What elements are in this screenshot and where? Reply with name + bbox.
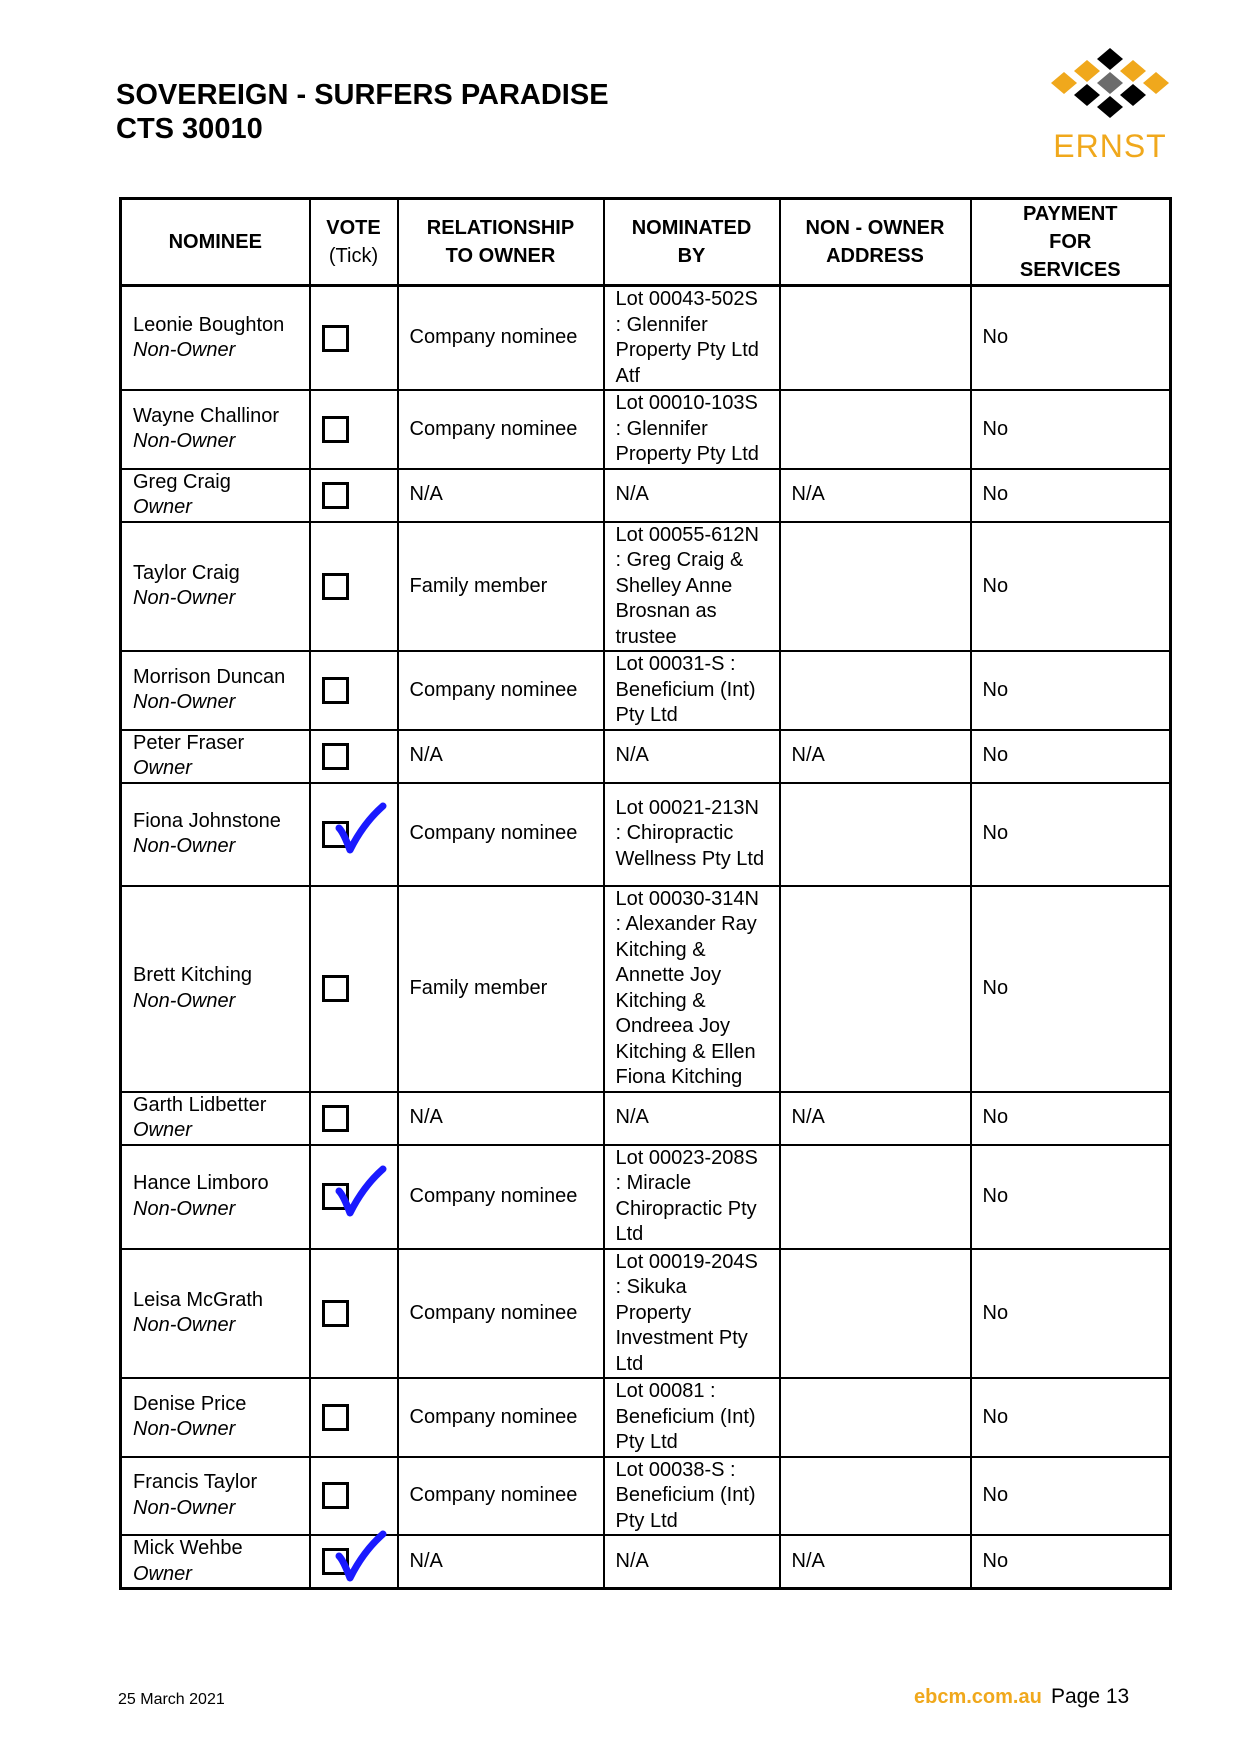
- vote-cell: [310, 783, 398, 886]
- address-cell: [780, 651, 971, 730]
- vote-cell: [310, 886, 398, 1092]
- address-cell: N/A: [780, 469, 971, 522]
- nominee-role: Owner: [133, 757, 192, 779]
- vote-checkbox[interactable]: [322, 677, 349, 704]
- nominee-cell: [121, 469, 310, 522]
- payment-cell: No: [971, 1378, 1171, 1457]
- address-cell: [780, 286, 971, 391]
- vote-cell: [310, 1378, 398, 1457]
- nominee-cell: [121, 651, 310, 730]
- col-payment-line-2: FOR: [1049, 231, 1092, 253]
- address-cell: N/A: [780, 1092, 971, 1145]
- col-payment-line-1: PAYMENT: [1023, 203, 1118, 225]
- vote-cell: [310, 1535, 398, 1589]
- address-cell: N/A: [780, 1535, 971, 1589]
- tick-mark-icon: [333, 1161, 393, 1221]
- vote-checkbox[interactable]: [322, 416, 349, 443]
- col-vote-line-1: VOTE: [326, 217, 381, 239]
- address-cell: [780, 390, 971, 469]
- table-row: [121, 1145, 1171, 1249]
- payment-cell: No: [971, 1249, 1171, 1379]
- address-cell: [780, 522, 971, 652]
- table-row: [121, 651, 1171, 730]
- vote-checkbox[interactable]: [322, 573, 349, 600]
- payment-cell: No: [971, 1535, 1171, 1589]
- address-cell: [780, 1457, 971, 1536]
- nominee-name: Denise Price: [133, 1392, 247, 1415]
- col-vote-line-2: (Tick): [328, 245, 379, 267]
- payment-cell: No: [971, 469, 1171, 522]
- vote-cell: [310, 390, 398, 469]
- diamond-logo-icon: [1050, 46, 1170, 126]
- address-cell: [780, 1378, 971, 1457]
- nominee-cell: [121, 1145, 310, 1249]
- nominated-by-cell: Lot 00021-213N : Chiropractic Wellness Pty Ltd: [604, 783, 780, 886]
- table-row: [121, 886, 1171, 1092]
- vote-cell: [310, 730, 398, 783]
- nominee-name: Wayne Challinor: [133, 404, 279, 427]
- nominated-by-cell: N/A: [604, 469, 780, 522]
- nominee-name: Fiona Johnstone: [133, 809, 281, 832]
- vote-checkbox[interactable]: [322, 325, 349, 352]
- ernst-logo: [1040, 46, 1180, 166]
- vote-cell: [310, 651, 398, 730]
- vote-cell: [310, 286, 398, 391]
- table-row: [121, 522, 1171, 652]
- nominee-table: [119, 197, 1172, 1590]
- relationship-cell: Company nominee: [398, 1145, 604, 1249]
- vote-checkbox[interactable]: [322, 1482, 349, 1509]
- page-number: Page 13: [1051, 1685, 1130, 1708]
- payment-cell: No: [971, 390, 1171, 469]
- nominee-role: Non-Owner: [133, 691, 236, 714]
- nominee-cell: [121, 783, 310, 886]
- relationship-cell: Company nominee: [398, 1378, 604, 1457]
- table-row: [121, 1249, 1171, 1379]
- col-address-line-2: ADDRESS: [826, 245, 924, 267]
- table-row: [121, 1092, 1171, 1145]
- col-nominee: NOMINEE: [121, 199, 310, 286]
- relationship-cell: Company nominee: [398, 1249, 604, 1379]
- relationship-cell: Company nominee: [398, 390, 604, 469]
- relationship-cell: Family member: [398, 886, 604, 1092]
- nominee-role: Non-Owner: [133, 1418, 236, 1441]
- nominee-name: Morrison Duncan: [133, 665, 286, 688]
- payment-cell: No: [971, 730, 1171, 783]
- footer-date: 25 March 2021: [118, 1691, 225, 1708]
- nominee-role: Non-Owner: [133, 1197, 236, 1220]
- nominated-by-cell: Lot 00081 : Beneficium (Int) Pty Ltd: [604, 1378, 780, 1457]
- vote-cell: [310, 1145, 398, 1249]
- col-vote: [310, 199, 398, 286]
- table-row: [121, 1535, 1171, 1589]
- relationship-cell: N/A: [398, 1092, 604, 1145]
- nominee-cell: [121, 1378, 310, 1457]
- nominee-cell: [121, 390, 310, 469]
- nominee-role: Non-Owner: [133, 1496, 236, 1519]
- tick-mark-icon: [333, 798, 393, 858]
- title-line-2: CTS 30010: [116, 113, 263, 145]
- nominee-name: Francis Taylor: [133, 1471, 258, 1494]
- nominee-name: Hance Limboro: [133, 1172, 269, 1194]
- address-cell: [780, 886, 971, 1092]
- nominated-by-cell: N/A: [604, 1092, 780, 1145]
- nominated-by-cell: Lot 00038-S : Beneficium (Int) Pty Ltd: [604, 1457, 780, 1536]
- address-cell: [780, 1249, 971, 1379]
- nominee-cell: [121, 1457, 310, 1536]
- table-row: [121, 469, 1171, 522]
- nominee-role: Non-Owner: [133, 1314, 236, 1337]
- nominated-by-cell: Lot 00055-612N : Greg Craig & Shelley Anne Brosnan as trustee: [604, 522, 780, 652]
- col-nominated-by: [604, 199, 780, 286]
- vote-checkbox[interactable]: [322, 1105, 349, 1132]
- nominee-role: Owner: [133, 1562, 192, 1585]
- nominee-role: Non-Owner: [133, 430, 236, 453]
- relationship-cell: Family member: [398, 522, 604, 652]
- col-payment-line-3: SERVICES: [1019, 259, 1121, 281]
- payment-cell: No: [971, 651, 1171, 730]
- nominee-role: Owner: [133, 1119, 192, 1141]
- table-row: [121, 1457, 1171, 1536]
- nominated-by-cell: Lot 00019-204S : Sikuka Property Investment Pty Ltd: [604, 1249, 780, 1379]
- payment-cell: No: [971, 1145, 1171, 1249]
- vote-checkbox[interactable]: [322, 975, 349, 1002]
- vote-cell: [310, 1092, 398, 1145]
- nominee-name: Greg Craig: [133, 470, 231, 493]
- vote-checkbox[interactable]: [322, 1404, 349, 1431]
- vote-checkbox[interactable]: [322, 482, 349, 509]
- vote-cell: [310, 522, 398, 652]
- payment-cell: No: [971, 522, 1171, 652]
- nominee-cell: [121, 522, 310, 652]
- col-address-line-1: NON - OWNER: [805, 217, 945, 239]
- nominee-role: Owner: [133, 496, 192, 518]
- relationship-cell: Company nominee: [398, 1457, 604, 1536]
- payment-cell: No: [971, 286, 1171, 391]
- payment-cell: No: [971, 886, 1171, 1092]
- nominee-cell: [121, 886, 310, 1092]
- col-nominated-line-2: BY: [677, 245, 706, 267]
- vote-checkbox[interactable]: [322, 1300, 349, 1327]
- nominee-role: Non-Owner: [133, 989, 236, 1012]
- tick-mark-icon: [333, 1526, 393, 1586]
- table-row: [121, 783, 1171, 886]
- payment-cell: No: [971, 783, 1171, 886]
- nominee-name: Brett Kitching: [133, 964, 252, 986]
- title-line-1: SOVEREIGN - SURFERS PARADISE: [116, 79, 609, 111]
- col-address: [780, 199, 971, 286]
- nominee-name: Leonie Boughton: [133, 313, 285, 336]
- relationship-cell: N/A: [398, 730, 604, 783]
- document-title: [116, 78, 609, 146]
- table-row: [121, 1378, 1171, 1457]
- col-payment: [971, 199, 1171, 286]
- address-cell: [780, 1145, 971, 1249]
- nominee-name: Peter Fraser: [133, 731, 245, 754]
- nominated-by-cell: N/A: [604, 730, 780, 783]
- nominee-cell: [121, 1092, 310, 1145]
- nominated-by-cell: Lot 00030-314N : Alexander Ray Kitching & Annette Joy Kitching & Ondreea Joy Kitching & Ellen Fiona Kitching: [604, 886, 780, 1092]
- payment-cell: No: [971, 1457, 1171, 1536]
- nominee-name: Garth Lidbetter: [133, 1093, 267, 1116]
- nominee-role: Non-Owner: [133, 835, 236, 857]
- footer-website-link[interactable]: ebcm.com.au: [914, 1686, 1042, 1708]
- nominee-cell: [121, 1535, 310, 1589]
- vote-cell: [310, 469, 398, 522]
- nominee-name: Leisa McGrath: [133, 1288, 264, 1311]
- nominated-by-cell: Lot 00031-S : Beneficium (Int) Pty Ltd: [604, 651, 780, 730]
- nominee-cell: [121, 286, 310, 391]
- table-header-row: [121, 199, 1171, 286]
- relationship-cell: N/A: [398, 1535, 604, 1589]
- nominated-by-cell: Lot 00023-208S : Miracle Chiropractic Pty Ltd: [604, 1145, 780, 1249]
- col-nominated-line-1: NOMINATED: [631, 217, 752, 239]
- address-cell: [780, 783, 971, 886]
- col-relationship: [398, 199, 604, 286]
- relationship-cell: Company nominee: [398, 286, 604, 391]
- table-row: [121, 730, 1171, 783]
- relationship-cell: N/A: [398, 469, 604, 522]
- nominee-cell: [121, 730, 310, 783]
- nominee-name: Mick Wehbe: [133, 1537, 243, 1559]
- vote-cell: [310, 1457, 398, 1536]
- logo-text: ERNST: [1053, 128, 1167, 164]
- nominee-role: Non-Owner: [133, 339, 236, 361]
- relationship-cell: Company nominee: [398, 783, 604, 886]
- col-relationship-line-1: RELATIONSHIP: [426, 217, 575, 239]
- nominee-name: Taylor Craig: [133, 561, 240, 584]
- address-cell: N/A: [780, 730, 971, 783]
- nominee-cell: [121, 1249, 310, 1379]
- nominee-role: Non-Owner: [133, 587, 236, 610]
- table-row: [121, 390, 1171, 469]
- vote-checkbox[interactable]: [322, 743, 349, 770]
- relationship-cell: Company nominee: [398, 651, 604, 730]
- col-relationship-line-2: TO OWNER: [445, 245, 556, 267]
- vote-cell: [310, 1249, 398, 1379]
- nominated-by-cell: N/A: [604, 1535, 780, 1589]
- nominated-by-cell: Lot 00010-103S : Glennifer Property Pty Ltd: [604, 390, 780, 469]
- table-row: [121, 286, 1171, 391]
- payment-cell: No: [971, 1092, 1171, 1145]
- nominated-by-cell: Lot 00043-502S : Glennifer Property Pty Ltd Atf: [604, 286, 780, 391]
